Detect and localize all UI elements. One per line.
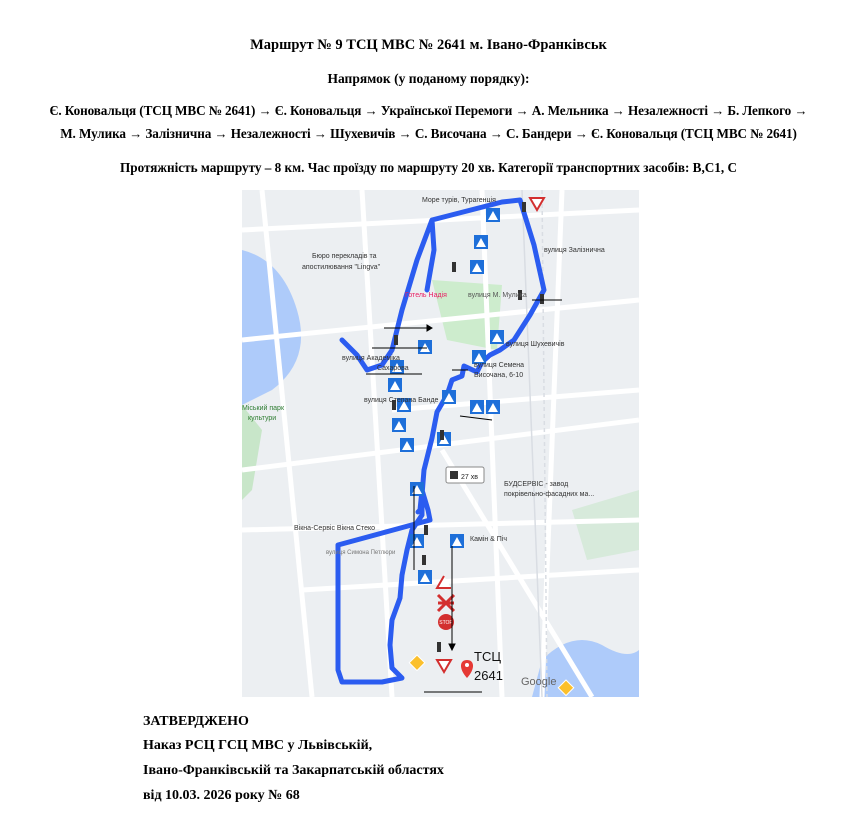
approval-date: від 10.03. 2026 року № 68	[143, 788, 300, 803]
route-map	[242, 190, 639, 697]
label-akademika-line1: вулиця Академіка	[342, 355, 400, 362]
label-zaliznychna: вулиця Залізнична	[544, 247, 605, 254]
label-budservis-line1: БУДСЕРВІС - завод	[504, 481, 569, 488]
stop-sign-text: STOP	[439, 620, 453, 626]
label-more-turiv: Море турів, Турагенція	[422, 197, 496, 204]
label-semena-line1: вулиця Семена	[474, 362, 525, 369]
label-park-line1: Міський парк	[242, 405, 284, 412]
label-akademika-line2: Сахарова	[377, 365, 409, 372]
route-map-svg	[242, 190, 639, 697]
label-semena-line2: Височана, 6-10	[474, 372, 524, 379]
label-buro-line2: апостилювання "Lingva"	[302, 264, 381, 271]
label-symon-petlury: вулиця Симона Петлюри	[326, 550, 396, 556]
approval-order-line1: Наказ РСЦ ГСЦ МВС у Львівській,	[143, 738, 373, 753]
label-vikna: Вікна-Сервіс Вікна Стеко	[294, 525, 376, 532]
route-summary: Протяжність маршруту – 8 км. Час проїзду по маршруту 20 хв. Категорії транспортних засобів: B,C1, C	[119, 160, 737, 175]
approval-heading: ЗАТВЕРДЖЕНО	[143, 714, 249, 729]
time-badge	[446, 467, 484, 483]
direction-heading: Напрямок (у поданому порядку):	[327, 71, 530, 86]
label-kamin: Камін & Піч	[470, 536, 507, 543]
route-description-line-2: М. Мулика → Залізнична → Незалежності → Шухевичів → С. Височана → С. Бандери → Є. Коновальця (ТСЦ МВС № 2641)	[60, 126, 797, 141]
google-logo: Google	[521, 676, 557, 688]
label-park-line2: культури	[248, 415, 277, 422]
document-title: Маршрут № 9 ТСЦ МВС № 2641 м. Івано-Франківськ	[250, 37, 607, 53]
label-hotel: Готель Надія	[405, 292, 447, 299]
label-mulyka: вулиця М. Мулика	[468, 292, 527, 299]
route-description-line-1: Є. Коновальця (ТСЦ МВС № 2641) → Є. Коновальця → Української Перемоги → А. Мельника → Незалежності → Б. Лепкого →	[49, 103, 808, 118]
label-tsc-line2: 2641	[474, 668, 503, 683]
label-tsc-line1: ТСЦ	[474, 649, 501, 664]
time-badge-text: 27 хв	[461, 474, 478, 481]
label-buro-line1: Бюро перекладів та	[312, 253, 377, 260]
label-budservis-line2: покрівельно-фасадних ма...	[504, 491, 595, 498]
approval-order-line2: Івано-Франківській та Закарпатській областях	[143, 763, 444, 778]
label-bandery: вулиця Степана Банде	[364, 397, 439, 404]
label-shukhevychiv: вулиця Шухевичів	[506, 341, 565, 348]
